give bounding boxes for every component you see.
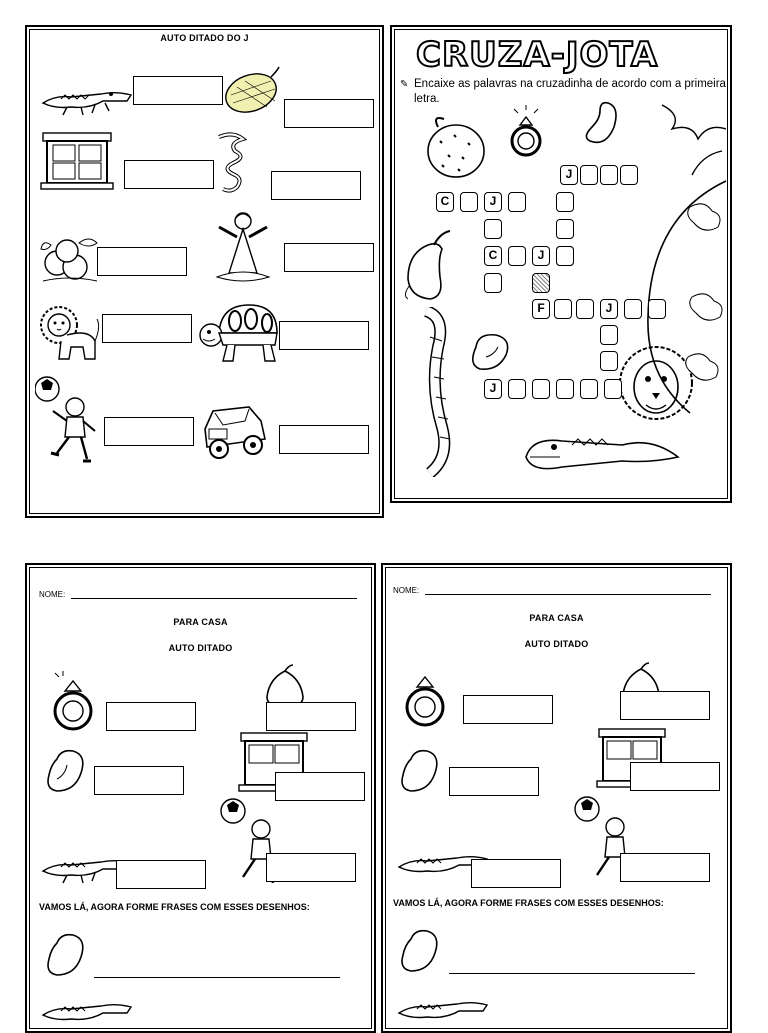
worksheet-para-casa [381,563,732,1033]
jackfruit-icon [418,111,494,181]
bean-icon [43,745,89,797]
crossword-cell[interactable] [600,325,618,345]
bean-icon [397,925,443,977]
answer-box[interactable] [94,766,184,795]
crossword-cell[interactable] [556,379,574,399]
crossword-cell[interactable]: J [484,192,502,212]
answer-box[interactable] [106,702,196,731]
bean-icon [466,327,514,375]
worksheet-title: AUTO DITADO DO J [160,33,249,43]
crossword-cell[interactable]: J [532,246,550,266]
crossword-cell[interactable] [648,299,666,319]
bean-icon [43,929,89,981]
answer-box[interactable] [630,762,720,791]
window-icon [39,131,115,193]
sentence-line[interactable] [449,973,695,974]
crossword-cell[interactable] [484,273,502,293]
answer-box[interactable] [471,859,561,888]
crossword-cell[interactable] [604,379,622,399]
crossword-cell[interactable] [624,299,642,319]
answer-box[interactable] [271,171,361,200]
crossword-cell[interactable]: F [532,299,550,319]
alligator-icon [397,991,489,1027]
sentence-line[interactable] [94,977,340,978]
name-label: NOME: [39,590,66,599]
answer-box[interactable] [284,99,374,128]
tree-icon [652,95,728,185]
answer-box[interactable] [463,695,553,724]
crossword-cell[interactable] [508,246,526,266]
boy-ball-icon [35,375,101,467]
crossword-cell[interactable]: J [484,379,502,399]
pencil-icon: ✎ [400,79,409,90]
snake-icon [213,131,257,195]
answer-box[interactable] [133,76,223,105]
snake-icon [400,307,456,477]
answer-box[interactable] [275,772,365,801]
crossword-cell[interactable] [600,351,618,371]
ring-icon [506,103,546,161]
answer-box[interactable] [279,321,369,350]
answer-box[interactable] [116,860,206,889]
crossword-cell[interactable]: C [436,192,454,212]
crossword-cell[interactable] [556,246,574,266]
heading: PARA CASA [173,617,228,627]
name-line[interactable] [425,594,711,595]
crossword-title: CRUZA-JOTA [416,35,659,75]
answer-box[interactable] [620,853,710,882]
crossword-cell[interactable]: J [560,165,578,185]
bean-icon [397,745,443,797]
crossword-cell[interactable] [554,299,572,319]
crossword-cell[interactable] [460,192,478,212]
fruit-bunch-icon [39,233,101,285]
alligator-icon [522,423,682,493]
answer-box[interactable] [124,160,214,189]
hill-icon [630,177,728,417]
answer-box[interactable] [266,853,356,882]
bean-icon [578,97,622,151]
answer-box[interactable] [279,425,369,454]
jeep-icon [199,395,271,465]
lion-icon [37,301,103,365]
ring-icon [401,665,451,729]
crossword-cell[interactable] [556,192,574,212]
crossword-cell[interactable] [556,219,574,239]
crossword-cell[interactable] [576,299,594,319]
subheading: AUTO DITADO [168,643,233,653]
worksheet-auto-ditado-j [25,25,384,518]
crossword-cell[interactable] [484,219,502,239]
answer-box[interactable] [620,691,710,720]
crossword-cell[interactable]: C [484,246,502,266]
crossword-cell[interactable] [508,379,526,399]
crossword-cell[interactable] [580,165,598,185]
sentences-heading: VAMOS LÁ, AGORA FORME FRASES COM ESSES DESENHOS: [393,898,664,908]
name-line[interactable] [71,598,357,599]
jesus-icon [213,207,273,283]
worksheet-cruza-jota [390,25,732,503]
crossword-cell[interactable] [532,379,550,399]
answer-box[interactable] [284,243,374,272]
subheading: AUTO DITADO [524,639,589,649]
sentences-heading: VAMOS LÁ, AGORA FORME FRASES COM ESSES DESENHOS: [39,902,310,912]
worksheet-para-casa [25,563,376,1033]
crossword-cell[interactable] [580,379,598,399]
crossword-cell-shaded [532,273,550,293]
name-label: NOME: [393,586,420,595]
crossword-cell[interactable]: J [600,299,618,319]
answer-box[interactable] [449,767,539,796]
answer-box[interactable] [102,314,192,343]
answer-box[interactable] [97,247,187,276]
jackfruit-icon [223,65,283,115]
answer-box[interactable] [266,702,356,731]
turtle-icon [197,299,281,369]
crossword-cell[interactable] [600,165,618,185]
alligator-icon [41,79,133,119]
ring-icon [49,669,99,733]
crossword-cell[interactable] [508,192,526,212]
instruction-text: Encaixe as palavras na cruzadinha de acordo com a primeira letra. [414,78,726,105]
cashew-icon [400,223,456,303]
heading: PARA CASA [529,613,584,623]
answer-box[interactable] [104,417,194,446]
crossword-cell[interactable] [620,165,638,185]
